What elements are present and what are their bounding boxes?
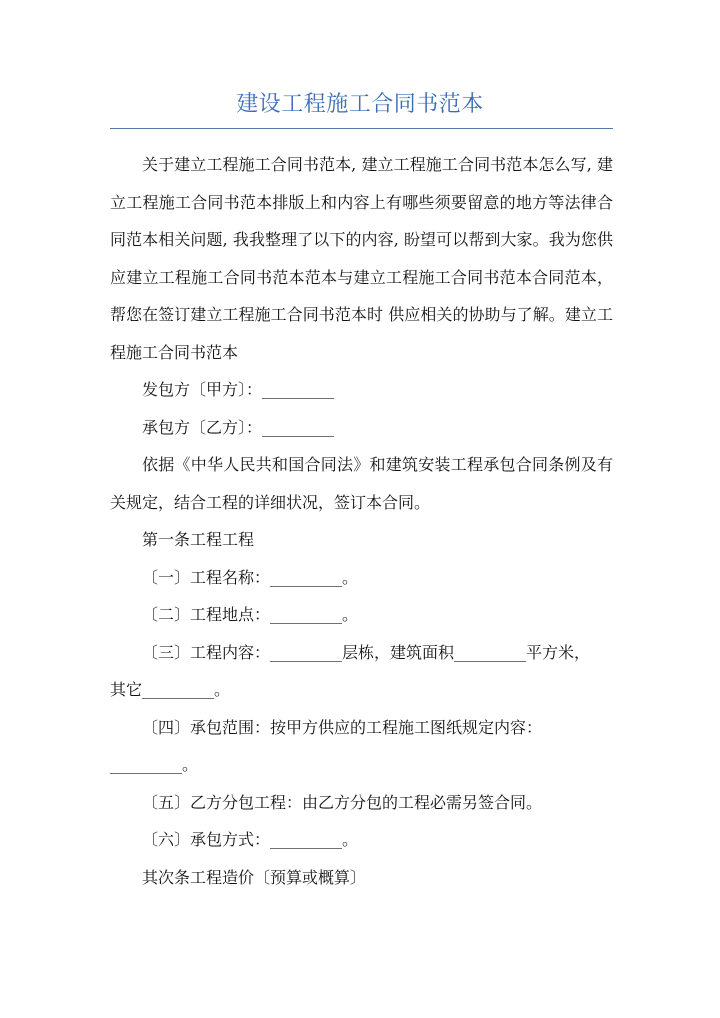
item-4-continuation: _________。 bbox=[110, 755, 199, 774]
item-6-contract-method: 〔六〕承包方式：_________。 bbox=[142, 830, 359, 849]
item-1-project-name: 〔一〕工程名称：_________。 bbox=[142, 567, 359, 587]
item-3-continuation: 其它_________。 bbox=[110, 680, 231, 699]
item-4-contract-scope: 〔四〕承包范围：按甲方供应的工程施工图纸规定内容： bbox=[142, 717, 543, 737]
document-body bbox=[110, 146, 613, 896]
intro-paragraph: 关于建立工程施工合同书范本, 建立工程施工合同书范本怎么写, 建立工程施工合同书范本排版上和内容上有哪些须要留意的地方等法律合同范本相关问题, 我我整理了以下的内容, 盼望可以帮到大家。我为您供应建立工程施工合同书范本范本与建立工程施工合同书范本合同范本，帮您在签订建立工程施工合同书范本时 供应相关的协助与了解。建立工程施工合同书范本 bbox=[110, 155, 613, 362]
item-2-project-location: 〔二〕工程地点：_________。 bbox=[142, 605, 359, 624]
basis-paragraph: 依据《中华人民共和国合同法》和建筑安装工程承包合同条例及有关规定，结合工程的详细状况，签订本合同。 bbox=[110, 455, 613, 512]
article-1-heading: 第一条工程工程 bbox=[142, 530, 255, 549]
party-a-line: 发包方〔甲方〕：_________ bbox=[142, 380, 335, 399]
party-b-line: 承包方〔乙方〕：_________ bbox=[142, 417, 335, 437]
title-divider bbox=[110, 128, 613, 129]
article-2-heading: 其次条工程造价〔预算或概算〕 bbox=[142, 867, 367, 887]
document-title: 建设工程施工合同书范本 bbox=[236, 92, 484, 117]
item-5-subcontract: 〔五〕乙方分包工程：由乙方分包的工程必需另签合同。 bbox=[142, 792, 543, 812]
item-3-project-content: 〔三〕工程内容：_________层栋，建筑面积_________平方米， bbox=[142, 642, 591, 662]
